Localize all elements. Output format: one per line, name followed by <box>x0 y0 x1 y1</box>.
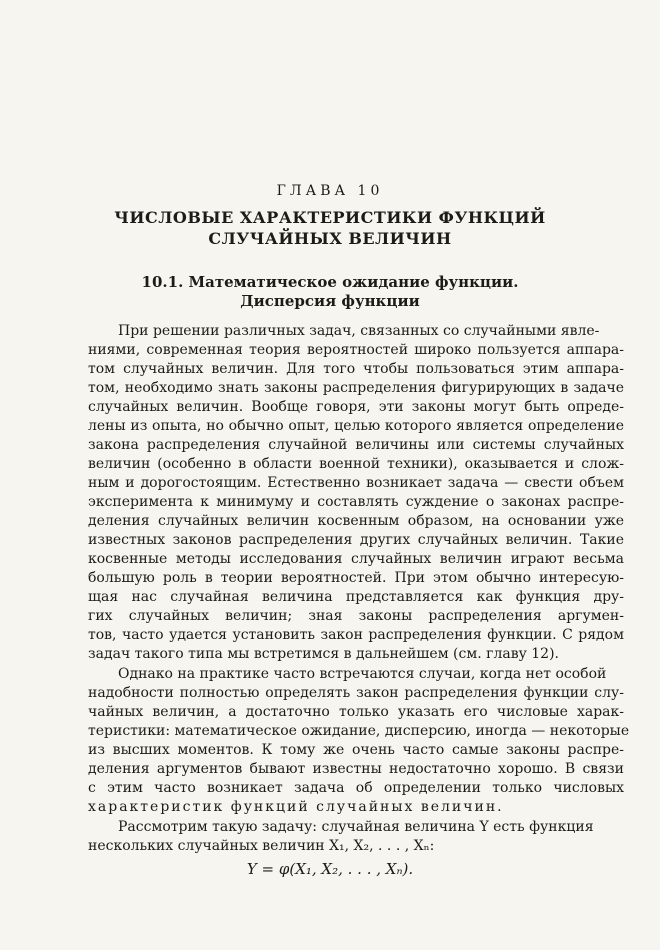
text-line: величин (особенно в области военной техники), оказывается и слож- <box>88 456 624 472</box>
text-line: том случайных величин. Для того чтобы пользоваться этим аппара- <box>88 361 624 377</box>
text-line: известных законов распределения других случайных величин. Такие <box>88 532 624 548</box>
text-line: из высших моментов. К тому же очень часто самые законы распре- <box>88 742 624 758</box>
text-line: большую роль в теории вероятностей. При этом обычно интересую- <box>88 570 624 586</box>
chapter-title-line-1: ЧИСЛОВЫЕ ХАРАКТЕРИСТИКИ ФУНКЦИЙ <box>114 208 546 227</box>
text-line: теристики: математическое ожидание, дисперсию, иногда — некоторые <box>88 723 630 739</box>
text-line: щая нас случайная величина представляется как функция дру- <box>88 589 624 605</box>
text-line: с этим часто возникает задача об определении только числовых <box>88 780 624 796</box>
text-line: Однако на практике часто встречаются случаи, когда нет особой <box>118 666 607 682</box>
text-line: лены из опыта, но обычно опыт, целью которого является определение <box>88 418 624 434</box>
text-line: случайных величин. Вообще говоря, эти законы могут быть опреде- <box>88 399 624 415</box>
text-line: надобности полностью определять закон распределения функции слу- <box>88 685 624 701</box>
section-heading-line-2: Дисперсия функции <box>240 292 420 310</box>
text-line: закона распределения случайной величины или системы случайных <box>88 437 624 453</box>
text-line: задач такого типа мы встретимся в дальнейшем (см. главу 12). <box>88 646 559 662</box>
text-line: ниями, современная теория вероятностей широко пользуется аппара- <box>88 342 624 358</box>
text-line: нескольких случайных величин X₁, X₂, . . . , Xₙ: <box>88 838 435 854</box>
text-line: Рассмотрим такую задачу: случайная величина Y есть функция <box>118 819 594 835</box>
chapter-label: ГЛАВА 10 <box>276 183 384 199</box>
text-line: деления случайных величин косвенным образом, на основании уже <box>88 513 624 529</box>
text-line: гих случайных величин; зная законы распределения аргумен- <box>88 608 624 624</box>
text-line: ным и дорогостоящим. Естественно возникает задача — свести объем <box>88 475 624 491</box>
text-line: деления аргументов бывают известны недостаточно хорошо. В связи <box>88 761 624 777</box>
text-line: чайных величин, а достаточно только указать его числовые харак- <box>88 704 624 720</box>
text-line: эксперимента к минимуму и составлять суждение о законах распре- <box>88 494 624 510</box>
text-line: характеристик функций случайных величин. <box>88 799 504 815</box>
text-line: том, необходимо знать законы распределения фигурирующих в задаче <box>88 380 624 396</box>
text-line: тов, часто удается установить закон распределения функции. С рядом <box>88 627 624 643</box>
chapter-title-line-2: СЛУЧАЙНЫХ ВЕЛИЧИН <box>208 229 452 248</box>
formula: Y = φ(X₁, X₂, . . . , Xₙ). <box>246 860 414 878</box>
text-line: косвенные методы исследования случайных величин играют весьма <box>88 551 624 567</box>
text-line: При решении различных задач, связанных со случайными явле- <box>118 323 600 339</box>
section-heading-line-1: 10.1. Математическое ожидание функции. <box>141 273 519 291</box>
